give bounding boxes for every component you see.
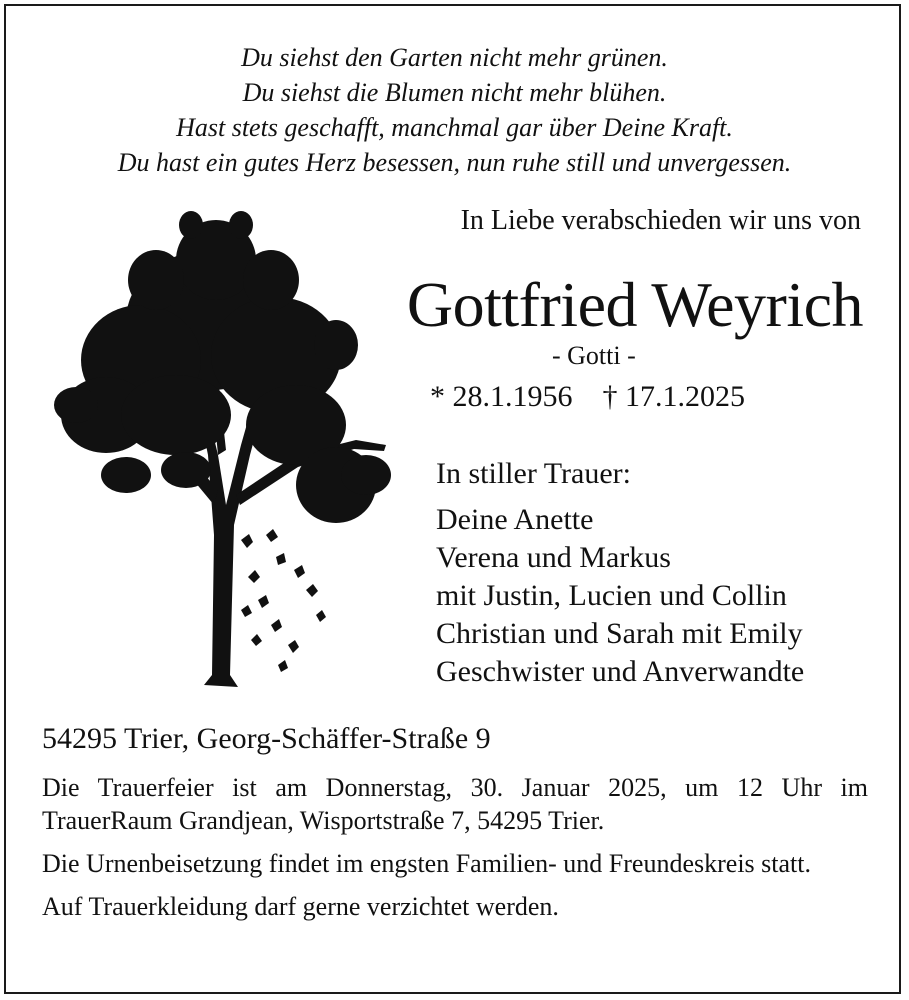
life-dates	[430, 380, 745, 414]
death-date: † 17.1.2025	[602, 380, 745, 413]
burial-paragraph: Die Urnenbeisetzung findet im engsten Familien- und Freundeskreis statt.	[42, 849, 811, 878]
family-address: 54295 Trier, Georg-Schäffer-Straße 9	[42, 722, 491, 755]
birth-date: * 28.1.1956	[430, 380, 573, 413]
nickname: - Gotti -	[552, 341, 636, 370]
poem-line: Du hast ein gutes Herz besessen, nun ruhe still und unvergessen.	[117, 148, 792, 177]
deceased-name: Gottfried Weyrich	[406, 269, 863, 340]
poem	[0, 40, 909, 180]
poem-line: Du siehst den Garten nicht mehr grünen.	[241, 43, 668, 72]
mourner-line: Christian und Sarah mit Emily	[436, 617, 803, 650]
intro-text: In Liebe verabschieden wir uns von	[460, 205, 861, 236]
poem-line: Du siehst die Blumen nicht mehr blühen.	[242, 78, 667, 107]
mourner-line: Verena und Markus	[436, 541, 671, 574]
mourner-line: Deine Anette	[436, 503, 594, 536]
tree-with-falling-leaves-icon	[36, 205, 406, 695]
mourners-block	[436, 455, 804, 691]
poem-line: Hast stets geschafft, manchmal gar über Deine Kraft.	[176, 113, 733, 142]
dress-paragraph: Auf Trauerkleidung darf gerne verzichtet werden.	[42, 892, 559, 921]
ceremony-details	[42, 771, 868, 933]
mourners-heading: In stiller Trauer:	[436, 457, 631, 490]
ceremony-paragraph: Die Trauerfeier ist am Donnerstag, 30. Januar 2025, um 12 Uhr im TrauerRaum Grandjean, Wisportstraße 7, 54295 Trier.	[42, 773, 868, 835]
mourner-line: Geschwister und Anverwandte	[436, 655, 805, 688]
mourner-line: mit Justin, Lucien und Collin	[436, 579, 787, 612]
